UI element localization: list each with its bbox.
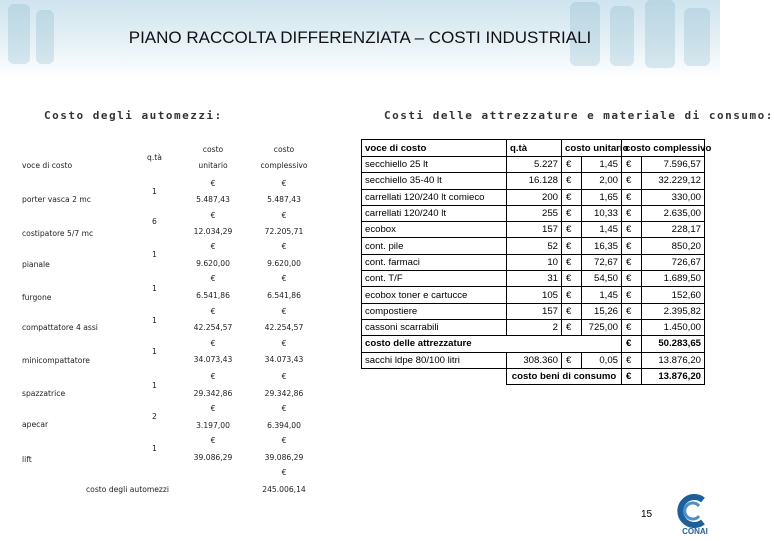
row-voce: cont. farmaci	[362, 254, 507, 270]
page-number: 15	[641, 509, 653, 520]
row-currency: €	[622, 271, 642, 287]
consumo-total-value: 13.876,20	[642, 368, 705, 384]
row-currency: €	[622, 189, 642, 205]
attrezzature-total-row	[362, 336, 705, 352]
row-unit-cost: 72,67	[582, 254, 622, 270]
row-currency: €	[622, 173, 642, 189]
row-qta: 308.360	[507, 352, 562, 368]
row-total-cost: 29.342,86	[264, 389, 304, 398]
row-currency: €	[281, 372, 287, 381]
row-currency: €	[281, 436, 287, 445]
row-unit-cost: 0,05	[582, 352, 622, 368]
row-currency: €	[622, 254, 642, 270]
row-currency: €	[562, 238, 582, 254]
row-unit-cost: 29.342,86	[193, 389, 233, 398]
row-voce: secchiello 35-40 lt	[362, 173, 507, 189]
row-voce: carrellati 120/240 lt comieco	[362, 189, 507, 205]
row-qta: 1	[152, 250, 157, 259]
row-currency: €	[281, 179, 287, 188]
row-qta: 255	[507, 205, 562, 221]
row-unit-cost: 12.034,29	[193, 227, 233, 236]
header-costo-unitario: costo unitario	[562, 140, 622, 157]
table-row	[362, 303, 705, 319]
row-voce: spazzatrice	[22, 389, 66, 398]
table-row	[362, 205, 705, 221]
row-currency: €	[281, 211, 287, 220]
row-unit-cost: 1,65	[582, 189, 622, 205]
row-currency: €	[622, 157, 642, 173]
row-total-cost: 1.450,00	[642, 319, 705, 335]
row-currency: €	[210, 211, 216, 220]
logo-text: CONAI	[682, 527, 708, 536]
row-unit-cost: 34.073,43	[193, 355, 233, 364]
row-currency: €	[622, 287, 642, 303]
row-currency: €	[622, 205, 642, 221]
row-total-cost: 726,67	[642, 254, 705, 270]
row-total-cost: 42.254,57	[264, 323, 304, 332]
row-currency: €	[562, 222, 582, 238]
row-qta: 2	[152, 412, 157, 421]
row-unit-cost: 54,50	[582, 271, 622, 287]
row-currency: €	[562, 352, 582, 368]
row-unit-cost: 3.197,00	[196, 421, 230, 430]
row-currency: €	[210, 242, 216, 251]
row-qta: 157	[507, 222, 562, 238]
row-unit-cost: 16,35	[582, 238, 622, 254]
header-qta: q.tà	[507, 140, 562, 157]
row-qta: 1	[152, 444, 157, 453]
row-voce: carrellati 120/240 lt	[362, 205, 507, 221]
equipment-cost-table	[361, 139, 712, 385]
row-currency: €	[622, 352, 642, 368]
consumo-total-label: costo beni di consumo	[507, 368, 622, 384]
vehicle-total-label: costo degli automezzi	[86, 485, 170, 494]
header-voce-di-costo: voce di costo	[22, 161, 73, 170]
row-total-cost: 39.086,29	[264, 453, 304, 462]
row-currency: €	[210, 179, 216, 188]
row-currency: €	[562, 303, 582, 319]
table-row	[362, 173, 705, 189]
row-currency: €	[281, 339, 287, 348]
row-qta: 1	[152, 284, 157, 293]
row-total-cost: 6.394,00	[267, 421, 301, 430]
row-unit-cost: 5.487,43	[196, 195, 230, 204]
row-qta: 6	[152, 217, 157, 226]
left-section-title: Costo degli automezzi:	[44, 109, 223, 122]
row-total-cost: 5.487,43	[267, 195, 301, 204]
table-row	[362, 352, 705, 368]
row-unit-cost: 1,45	[582, 157, 622, 173]
attrezzature-total-label: costo delle attrezzature	[362, 336, 622, 352]
header-costo-complessivo: costo complessivo	[622, 140, 705, 157]
row-qta: 31	[507, 271, 562, 287]
row-currency: €	[210, 274, 216, 283]
row-currency: €	[562, 205, 582, 221]
row-voce: compostiere	[362, 303, 507, 319]
row-currency: €	[210, 404, 216, 413]
row-voce: minicompattatore	[22, 356, 90, 365]
row-currency: €	[210, 307, 216, 316]
row-voce: sacchi ldpe 80/100 litri	[362, 352, 507, 368]
row-qta: 2	[507, 319, 562, 335]
row-voce: compattatore 4 assi	[22, 323, 98, 332]
row-qta: 200	[507, 189, 562, 205]
row-voce: cont. T/F	[362, 271, 507, 287]
table-row	[362, 319, 705, 335]
row-currency: €	[562, 173, 582, 189]
row-qta: 16.128	[507, 173, 562, 189]
row-currency: €	[210, 372, 216, 381]
row-currency: €	[562, 157, 582, 173]
row-total-cost: 9.620,00	[267, 259, 301, 268]
row-qta: 1	[152, 347, 157, 356]
header-qta: q.tà	[147, 153, 162, 162]
table-header-row	[362, 140, 705, 157]
row-voce: apecar	[22, 420, 49, 429]
table-row	[362, 189, 705, 205]
row-unit-cost: 6.541,86	[196, 291, 230, 300]
row-qta: 105	[507, 287, 562, 303]
row-unit-cost: 2,00	[582, 173, 622, 189]
row-currency: €	[622, 319, 642, 335]
row-unit-cost: 725,00	[582, 319, 622, 335]
table-row	[362, 271, 705, 287]
row-unit-cost: 9.620,00	[196, 259, 230, 268]
row-currency: €	[562, 254, 582, 270]
row-qta: 157	[507, 303, 562, 319]
row-currency: €	[281, 307, 287, 316]
row-currency: €	[562, 189, 582, 205]
vehicle-total-value: 245.006,14	[262, 485, 306, 494]
row-unit-cost: 39.086,29	[193, 453, 233, 462]
row-unit-cost: 1,45	[582, 222, 622, 238]
table-row	[362, 222, 705, 238]
consumo-total-currency: €	[622, 368, 642, 384]
header-costo-complessivo-2: complessivo	[260, 161, 308, 170]
row-total-cost: 330,00	[642, 189, 705, 205]
table-row	[362, 254, 705, 270]
row-voce: cassoni scarrabili	[362, 319, 507, 335]
row-currency: €	[281, 274, 287, 283]
row-total-cost: 228,17	[642, 222, 705, 238]
row-total-cost: 34.073,43	[264, 355, 304, 364]
row-total-cost: 72.205,71	[264, 227, 304, 236]
table-row	[362, 287, 705, 303]
row-total-cost: 13.876,20	[642, 352, 705, 368]
row-currency: €	[622, 222, 642, 238]
header-costo-unitario-1: costo	[202, 145, 224, 154]
row-qta: 1	[152, 381, 157, 390]
row-total-cost: 2.395,82	[642, 303, 705, 319]
conai-logo-icon	[673, 492, 717, 536]
row-total-cost: 7.596,57	[642, 157, 705, 173]
header-costo-unitario-2: unitario	[198, 161, 228, 170]
row-qta: 52	[507, 238, 562, 254]
vehicle-total-currency: €	[281, 468, 287, 477]
row-currency: €	[622, 303, 642, 319]
header-voce-di-costo: voce di costo	[362, 140, 507, 157]
row-total-cost: 32.229,12	[642, 173, 705, 189]
row-total-cost: 2.635,00	[642, 205, 705, 221]
row-currency: €	[562, 271, 582, 287]
row-qta: 1	[152, 187, 157, 196]
row-currency: €	[562, 287, 582, 303]
row-unit-cost: 1,45	[582, 287, 622, 303]
row-voce: porter vasca 2 mc	[22, 195, 91, 204]
row-currency: €	[281, 404, 287, 413]
row-voce: ecobox toner e cartucce	[362, 287, 507, 303]
row-voce: pianale	[22, 260, 50, 269]
row-currency: €	[562, 319, 582, 335]
row-voce: ecobox	[362, 222, 507, 238]
conai-logo	[673, 492, 717, 536]
attrezzature-total-value: 50.283,65	[642, 336, 705, 352]
empty-cell	[362, 368, 507, 384]
row-currency: €	[622, 238, 642, 254]
row-unit-cost: 10,33	[582, 205, 622, 221]
row-total-cost: 1.689,50	[642, 271, 705, 287]
right-section-title: Costi delle attrezzature e materiale di consumo:	[384, 109, 774, 122]
row-total-cost: 152,60	[642, 287, 705, 303]
row-qta: 10	[507, 254, 562, 270]
header-costo-complessivo-1: costo	[273, 145, 295, 154]
row-voce: furgone	[22, 293, 52, 302]
row-voce: lift	[22, 455, 32, 464]
table-row	[362, 238, 705, 254]
slide-title: PIANO RACCOLTA DIFFERENZIATA – COSTI INDUSTRIALI	[128, 28, 592, 47]
row-voce: cont. pile	[362, 238, 507, 254]
row-total-cost: 850,20	[642, 238, 705, 254]
attrezzature-total-currency: €	[622, 336, 642, 352]
consumo-total-row	[362, 368, 705, 384]
row-currency: €	[281, 242, 287, 251]
row-unit-cost: 15,26	[582, 303, 622, 319]
row-currency: €	[210, 436, 216, 445]
row-currency: €	[210, 339, 216, 348]
row-total-cost: 6.541,86	[267, 291, 301, 300]
row-voce: costipatore 5/7 mc	[22, 229, 94, 238]
row-voce: secchiello 25 lt	[362, 157, 507, 173]
row-unit-cost: 42.254,57	[193, 323, 233, 332]
row-qta: 5.227	[507, 157, 562, 173]
table-row	[362, 157, 705, 173]
row-qta: 1	[152, 316, 157, 325]
